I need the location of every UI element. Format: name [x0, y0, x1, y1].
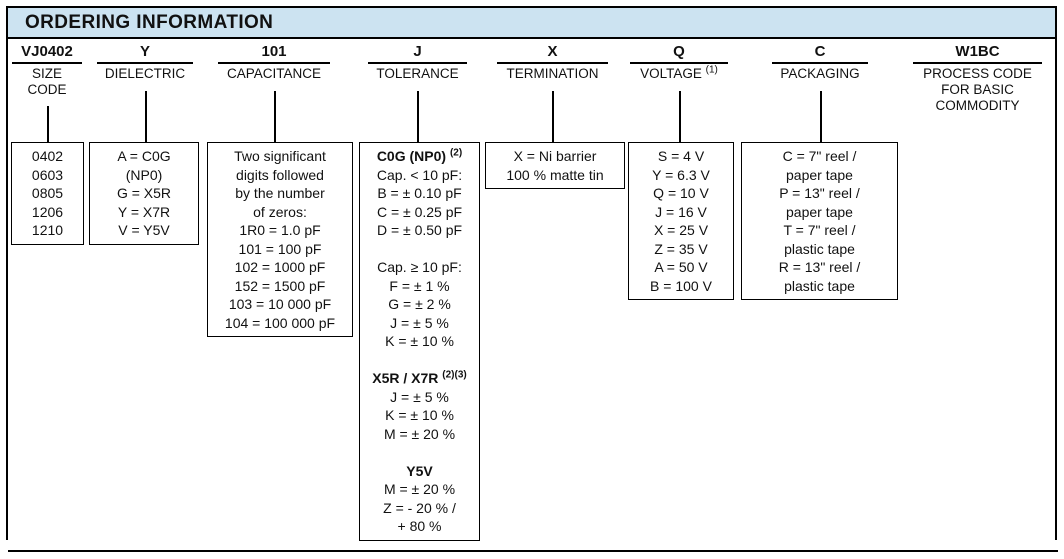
- code-capacitance: 101: [261, 43, 287, 60]
- connector-termination: [552, 91, 554, 142]
- text-line: S = 4 V: [657, 148, 705, 164]
- connector-voltage: [679, 91, 681, 142]
- column-voltage: [630, 44, 728, 82]
- text-line: B = ± 0.10 pF: [377, 185, 462, 201]
- code-underline: [218, 62, 330, 64]
- column-process-code: [913, 44, 1042, 114]
- code-underline: [368, 62, 467, 64]
- text-line: of zeros:: [253, 203, 307, 220]
- text-line: C = 7" reel /: [782, 148, 857, 164]
- text-line: Z = - 20 % /: [383, 499, 456, 516]
- text-line: 1210: [31, 222, 64, 238]
- termination-box: [485, 142, 625, 189]
- text-line: 101 = 100 pF: [238, 240, 322, 257]
- text-line: 0603: [31, 166, 64, 183]
- text-line: [362, 443, 477, 462]
- label-capacitance: [218, 66, 330, 82]
- code-underline: [913, 62, 1042, 64]
- text-line: CAPACITANCE: [226, 66, 321, 81]
- column-capacitance: [218, 44, 330, 82]
- text-line: paper tape: [786, 203, 853, 220]
- text-line: digits followed: [236, 166, 324, 183]
- text-line: + 80 %: [397, 518, 442, 534]
- text-line: Y = X7R: [117, 203, 171, 220]
- column-dielectric: [97, 44, 193, 82]
- text-line: CODE: [27, 82, 67, 97]
- code-underline: [772, 62, 868, 64]
- section-title: ORDERING INFORMATION: [25, 11, 274, 33]
- code-size: VJ0402: [21, 43, 73, 60]
- connector-tolerance: [417, 91, 419, 142]
- text-line: K = ± 10 %: [385, 407, 454, 423]
- connector-packaging: [820, 91, 822, 142]
- text-line: P = 13" reel /: [779, 185, 860, 201]
- text-line: T = 7" reel /: [783, 222, 856, 238]
- text-line: Cap. < 10 pF:: [376, 166, 463, 183]
- text-line: Y = 6.3 V: [652, 166, 710, 183]
- text-line: [362, 351, 477, 370]
- footnote-marker: (1): [705, 64, 718, 76]
- text-line: plastic tape: [784, 277, 855, 294]
- code-dielectric: Y: [139, 43, 150, 60]
- text-line: TERMINATION: [506, 66, 599, 81]
- code-underline: [497, 62, 608, 64]
- text-line: F = ± 1 %: [389, 277, 450, 294]
- text-line: 103 = 10 000 pF: [228, 296, 332, 312]
- dielectric-box: [89, 142, 199, 245]
- text-line: PROCESS CODE: [923, 66, 1032, 81]
- label-packaging: [772, 66, 868, 82]
- text-line: C0G (NP0) $^{(2)}$: [376, 147, 463, 164]
- text-line: 0805: [31, 185, 64, 201]
- text-line: 100 % matte tin: [506, 166, 604, 183]
- text-line: X5R / X7R $^{(2)(3)}$: [372, 369, 467, 386]
- text-line: 1R0 = 1.0 pF: [239, 222, 321, 238]
- text-line: DIELECTRIC: [104, 66, 186, 81]
- section-header-band: [8, 8, 1055, 39]
- text-line: D = ± 0.50 pF: [376, 222, 463, 238]
- text-line: Two significant: [234, 148, 326, 164]
- packaging-box: [741, 142, 898, 300]
- text-line: G = ± 2 %: [388, 296, 451, 312]
- label-size-code: [12, 66, 82, 98]
- label-process-code: [913, 66, 1042, 114]
- text-line: G = X5R: [116, 185, 172, 201]
- text-line: PACKAGING: [780, 66, 860, 81]
- code-voltage: Q: [673, 43, 685, 60]
- code-underline: [97, 62, 193, 64]
- code-tolerance: J: [413, 43, 422, 60]
- text-line: J = ± 5 %: [390, 314, 449, 331]
- label-dielectric: [97, 66, 193, 82]
- text-line: VOLTAGE $^{(1)}$: [640, 64, 718, 81]
- footnote-marker: (2): [449, 147, 463, 159]
- column-size-code: [12, 44, 82, 98]
- text-line: X = Ni barrier: [513, 148, 597, 164]
- page-divider-line: [8, 550, 1058, 552]
- code-termination: X: [547, 43, 558, 60]
- text-line: (NP0): [125, 166, 163, 183]
- text-line: 152 = 1500 pF: [234, 277, 326, 294]
- connector-dielectric: [145, 91, 147, 142]
- text-line: SIZE: [31, 66, 62, 81]
- capacitance-box: [207, 142, 353, 337]
- text-line: plastic tape: [784, 240, 855, 257]
- connector-size: [47, 106, 49, 142]
- text-line: J = 16 V: [655, 203, 707, 220]
- label-voltage: [630, 66, 728, 82]
- text-line: B = 100 V: [650, 277, 712, 294]
- text-line: C = ± 0.25 pF: [376, 203, 463, 220]
- text-line: M = ± 20 %: [383, 425, 456, 442]
- text-line: 0402: [31, 148, 64, 164]
- tolerance-box: [359, 142, 480, 541]
- text-line: Q = 10 V: [653, 185, 709, 201]
- text-line: J = ± 5 %: [390, 388, 449, 405]
- column-termination: [497, 44, 608, 82]
- text-line: [362, 240, 477, 259]
- text-line: 104 = 100 000 pF: [224, 314, 336, 331]
- column-packaging: [772, 44, 868, 82]
- label-tolerance: [368, 66, 467, 82]
- column-tolerance: [368, 44, 467, 82]
- text-line: 102 = 1000 pF: [234, 259, 326, 275]
- text-line: A = 50 V: [654, 259, 708, 275]
- connector-capacitance: [274, 91, 276, 142]
- text-line: M = ± 20 %: [383, 481, 456, 497]
- text-line: R = 13" reel /: [778, 259, 861, 275]
- text-line: K = ± 10 %: [385, 333, 454, 349]
- text-line: COMMODITY: [935, 98, 1020, 113]
- label-termination: [497, 66, 608, 82]
- size-code-box: [11, 142, 84, 245]
- text-line: FOR BASIC: [941, 82, 1014, 97]
- text-line: Cap. ≥ 10 pF:: [377, 259, 462, 275]
- code-packaging: C: [814, 43, 826, 60]
- text-line: 1206: [31, 203, 64, 220]
- text-line: X = 25 V: [653, 222, 709, 238]
- voltage-box: [628, 142, 734, 300]
- text-line: paper tape: [786, 166, 853, 183]
- text-line: Y5V: [406, 462, 433, 479]
- text-line: A = C0G: [117, 148, 171, 164]
- code-underline: [12, 62, 82, 64]
- table-frame: [6, 6, 1057, 540]
- text-line: V = Y5V: [118, 222, 170, 238]
- footnote-marker: (2)(3): [442, 369, 467, 381]
- text-line: Z = 35 V: [654, 240, 708, 257]
- text-line: by the number: [235, 185, 325, 201]
- code-process: W1BC: [955, 43, 1000, 60]
- text-line: TOLERANCE: [376, 66, 459, 81]
